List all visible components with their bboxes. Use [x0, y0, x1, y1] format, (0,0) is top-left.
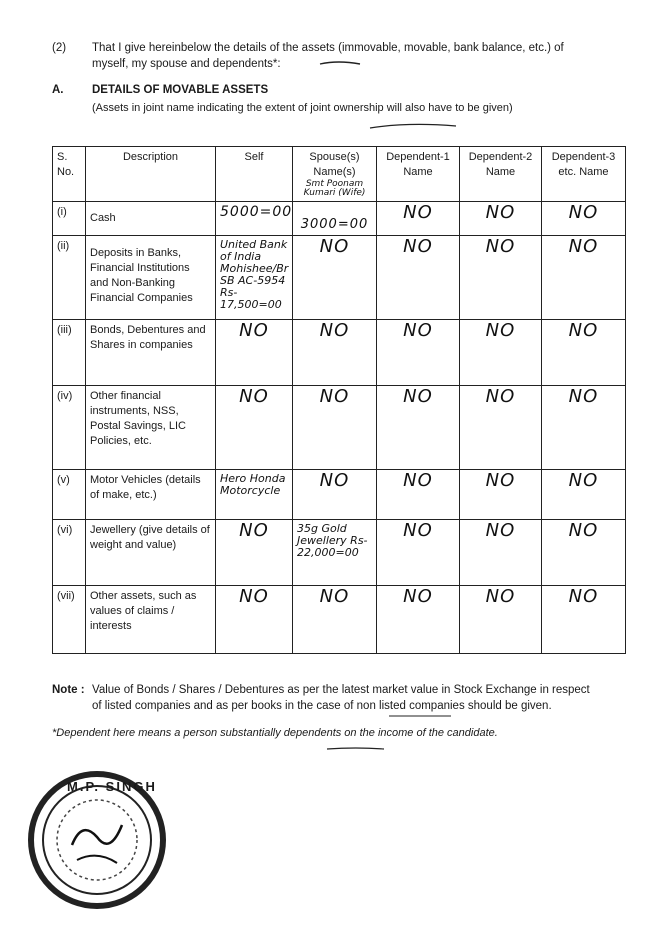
row-description: Other assets, such as values of claims / interests	[86, 586, 216, 654]
declaration-line1: That I give hereinbelow the details of the assets (immovable, movable, bank balance, etc.) of	[92, 42, 564, 54]
row-self-value: United Bank of India Mohishee/Br SB AC-5954 Rs-17,500=00	[216, 236, 293, 320]
row-spouse-value: NO	[293, 236, 377, 320]
row-dependent3-value: NO	[542, 520, 626, 586]
pen-underline-mark	[368, 118, 458, 132]
row-sno: (i)	[53, 202, 86, 236]
pen-underline-mark	[326, 745, 386, 753]
table-row-deposits	[53, 236, 626, 320]
table-header-row	[53, 147, 626, 202]
table-row-financial-instruments	[53, 386, 626, 470]
table-row-jewellery	[53, 520, 626, 586]
row-dependent2-value: NO	[460, 386, 542, 470]
row-spouse-value: NO	[293, 586, 377, 654]
table-row-other-assets	[53, 586, 626, 654]
row-spouse-value: NO	[293, 470, 377, 520]
row-spouse-value: 35g Gold Jewellery Rs-22,000=00	[293, 520, 377, 586]
header-dependent-1: Dependent-1 Name	[377, 147, 460, 202]
declaration-number: (2)	[52, 42, 67, 54]
note-label: Note :	[52, 684, 85, 696]
header-dependent-2: Dependent-2 Name	[460, 147, 542, 202]
section-subtitle: (Assets in joint name indicating the extent of joint ownership will also have to be given)	[92, 102, 513, 114]
row-description: Jewellery (give details of weight and value)	[86, 520, 216, 586]
row-self-value: NO	[216, 520, 293, 586]
row-dependent2-value: NO	[460, 586, 542, 654]
row-description: Cash	[86, 202, 216, 236]
movable-assets-table	[52, 146, 626, 654]
footnote: *Dependent here means a person substantially dependents on the income of the candidate.	[52, 727, 498, 739]
row-sno: (vi)	[53, 520, 86, 586]
table-row-bonds	[53, 320, 626, 386]
row-dependent3-value: NO	[542, 202, 626, 236]
row-description: Deposits in Banks, Financial Institutions and Non-Banking Financial Companies	[86, 236, 216, 320]
header-self: Self	[216, 147, 293, 202]
section-letter: A.	[52, 84, 64, 96]
row-dependent3-value: NO	[542, 586, 626, 654]
row-dependent2-value: NO	[460, 320, 542, 386]
row-sno: (v)	[53, 470, 86, 520]
row-sno: (ii)	[53, 236, 86, 320]
row-spouse-value: NO	[293, 320, 377, 386]
row-dependent1-value: NO	[377, 470, 460, 520]
row-dependent2-value: NO	[460, 236, 542, 320]
row-spouse-value: 3000=00	[293, 202, 377, 236]
table-row-motor-vehicles	[53, 470, 626, 520]
section-title: DETAILS OF MOVABLE ASSETS	[92, 84, 269, 96]
note-line2: of listed companies and as per books in the case of non listed companies should be given.	[92, 700, 552, 712]
row-sno: (iv)	[53, 386, 86, 470]
pen-underline-mark	[318, 58, 363, 68]
row-dependent1-value: NO	[377, 386, 460, 470]
seal-text: M.P. SINGH	[67, 779, 157, 794]
header-dependent-3: Dependent-3 etc. Name	[542, 147, 626, 202]
row-dependent1-value: NO	[377, 320, 460, 386]
row-dependent1-value: NO	[377, 586, 460, 654]
row-self-value: Hero Honda Motorcycle	[216, 470, 293, 520]
row-dependent1-value: NO	[377, 520, 460, 586]
spouse-handwritten-name: Smt Poonam Kumari (Wife)	[303, 179, 366, 198]
header-description: Description	[86, 147, 216, 202]
table-row-cash	[53, 202, 626, 236]
row-description: Bonds, Debentures and Shares in companies	[86, 320, 216, 386]
row-spouse-value: NO	[293, 386, 377, 470]
row-self-value: NO	[216, 386, 293, 470]
row-dependent3-value: NO	[542, 320, 626, 386]
official-seal	[22, 765, 172, 915]
row-dependent2-value: NO	[460, 202, 542, 236]
pen-underline-mark	[388, 713, 453, 719]
header-spouse	[293, 147, 377, 202]
row-dependent2-value: NO	[460, 520, 542, 586]
row-dependent3-value: NO	[542, 236, 626, 320]
note-line1: Value of Bonds / Shares / Debentures as per the latest market value in Stock Exchange in respect	[92, 684, 590, 696]
row-dependent1-value: NO	[377, 236, 460, 320]
row-dependent3-value: NO	[542, 470, 626, 520]
header-sno: S. No.	[53, 147, 86, 202]
row-self-value: NO	[216, 586, 293, 654]
row-sno: (vii)	[53, 586, 86, 654]
header-spouse-label: Spouse(s) Name(s)	[309, 151, 360, 178]
row-dependent3-value: NO	[542, 386, 626, 470]
row-dependent1-value: NO	[377, 202, 460, 236]
row-self-value: 5000=00	[216, 202, 293, 236]
row-dependent2-value: NO	[460, 470, 542, 520]
row-sno: (iii)	[53, 320, 86, 386]
declaration-line2: myself, my spouse and dependents*:	[92, 58, 281, 70]
row-self-value: NO	[216, 320, 293, 386]
row-description: Other financial instruments, NSS, Postal Savings, LIC Policies, etc.	[86, 386, 216, 470]
row-description: Motor Vehicles (details of make, etc.)	[86, 470, 216, 520]
